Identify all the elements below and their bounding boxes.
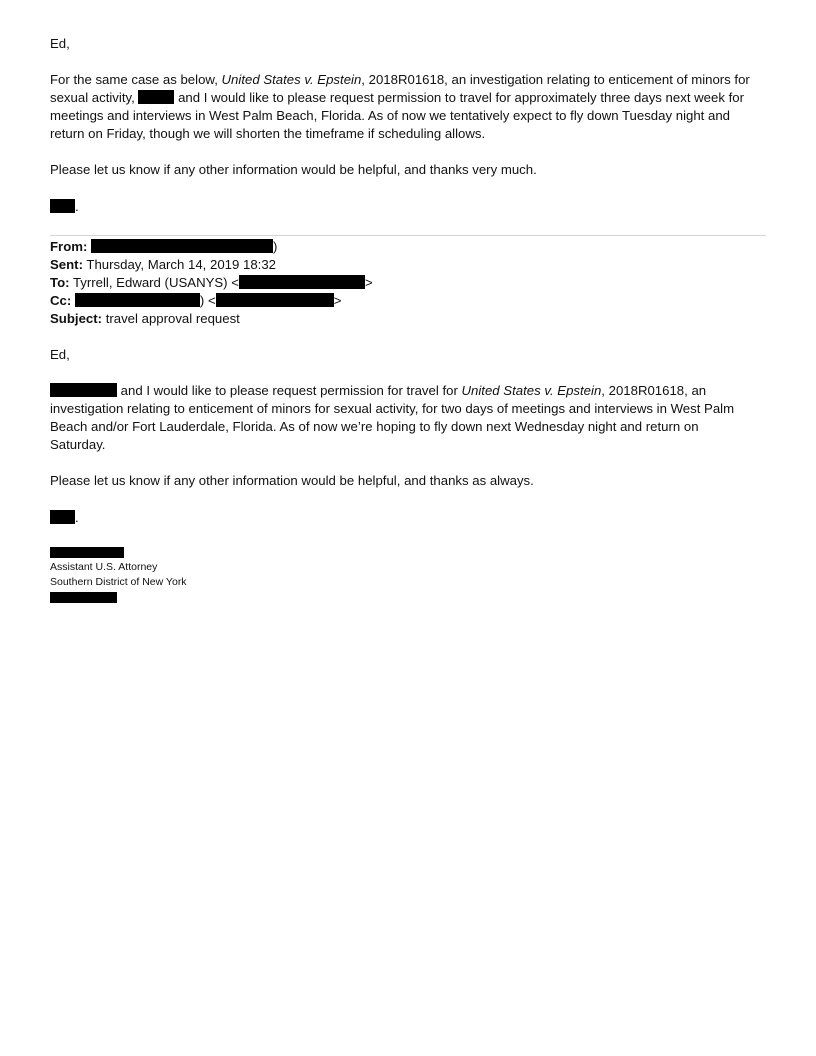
redaction-box <box>216 293 334 307</box>
to-close: > <box>364 275 373 290</box>
redaction-box <box>50 199 75 213</box>
subject-label: Subject: <box>50 311 103 326</box>
body-line: return on Friday, though we will shorten the timeframe if scheduling allows. <box>50 126 486 141</box>
to-value: Tyrrell, Edward (USANYS) < <box>69 275 239 290</box>
text-run: sexual activity, <box>50 90 139 105</box>
signature-phone-redaction <box>50 592 117 603</box>
text-run: and I would like to please request permission for travel for <box>117 383 462 398</box>
from-close: ) <box>273 239 278 254</box>
sign-off <box>50 198 79 216</box>
sign-suffix: . <box>75 199 79 214</box>
body-line: Beach and/or Fort Lauderdale, Florida. As of now we’re hoping to fly down next Wednesday night and return on <box>50 419 699 434</box>
subject-value: travel approval request <box>102 311 240 326</box>
text-run: and I would like to please request permission to travel for approximately three days next week for <box>174 90 744 105</box>
sent-value: Thursday, March 14, 2019 18:32 <box>82 257 277 272</box>
signature-name-redaction <box>50 547 124 558</box>
body-line <box>50 71 750 89</box>
redaction-box <box>75 293 200 307</box>
body-line: Saturday. <box>50 437 106 452</box>
cc-label: Cc: <box>50 293 72 308</box>
cc-mid: ) < <box>199 293 216 308</box>
body-line: investigation relating to enticement of minors for sexual activity, for two days of meetings and interviews in West Palm <box>50 401 735 416</box>
sign-off <box>50 509 79 527</box>
signature-title: Assistant U.S. Attorney <box>50 561 158 573</box>
divider <box>50 235 766 236</box>
case-name: United States v. Epstein <box>461 383 602 398</box>
closing-line: Please let us know if any other information would be helpful, and thanks very much. <box>50 162 537 177</box>
redaction-box <box>91 239 273 253</box>
redaction-box <box>239 275 365 289</box>
text-run: For the same case as below, <box>50 72 222 87</box>
to-label: To: <box>50 275 70 290</box>
signature-office: Southern District of New York <box>50 576 187 588</box>
body-line: meetings and interviews in West Palm Beach, Florida. As of now we tentatively expect to fly down Tuesday night and <box>50 108 730 123</box>
text-run: , 2018R01618, an <box>601 383 707 398</box>
text-run: , 2018R01618, an investigation relating to enticement of minors for <box>361 72 750 87</box>
cc-close: > <box>333 293 342 308</box>
subject-row <box>50 310 240 328</box>
body-line <box>50 382 706 400</box>
cc-row <box>50 292 341 310</box>
closing-line: Please let us know if any other information would be helpful, and thanks as always. <box>50 473 534 488</box>
from-row <box>50 238 277 256</box>
sent-label: Sent: <box>50 257 83 272</box>
case-name: United States v. Epstein <box>221 72 362 87</box>
from-label: From: <box>50 239 88 254</box>
to-row <box>50 274 373 292</box>
sent-row <box>50 256 276 274</box>
redaction-box <box>138 90 174 104</box>
sign-suffix: . <box>75 510 79 525</box>
greeting: Ed, <box>50 347 70 362</box>
redaction-box <box>50 510 75 524</box>
redaction-box <box>50 383 117 397</box>
greeting: Ed, <box>50 36 70 51</box>
body-line <box>50 89 744 107</box>
